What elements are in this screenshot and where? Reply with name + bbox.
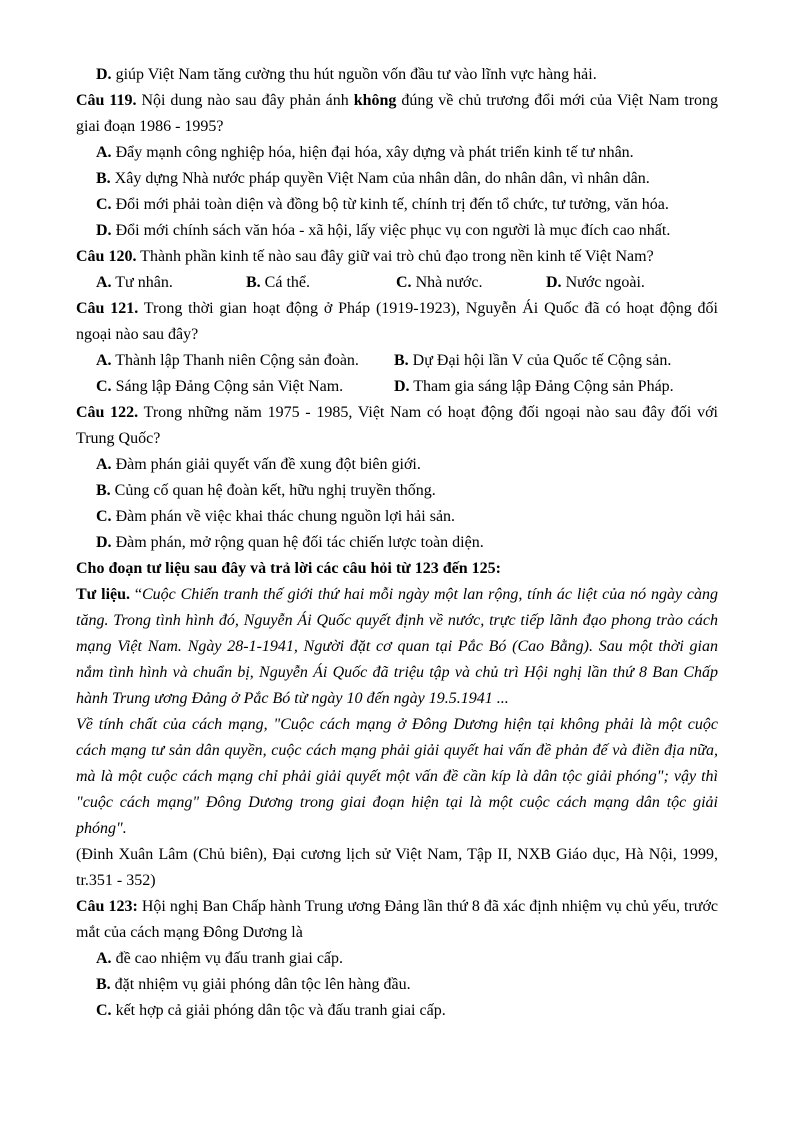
bold-text-run: D. [96,222,112,239]
bold-text-run: D. [394,378,410,395]
text-run: đúng về chủ trương đổi mới của Việt Nam trong giai đoạn 1986 - 1995? [76,92,719,135]
text-run: Đổi mới phải toàn diện và đồng bộ từ kinh tế, chính trị đến tổ chức, tư tưởng, văn hóa. [111,196,669,213]
text-run: Đàm phán, mở rộng quan hệ đối tác chiến lược toàn diện. [111,534,484,551]
text-run: Đàm phán giải quyết vấn đề xung đột biên giới. [111,456,421,473]
bold-text-run: Câu 121. [76,300,139,317]
text-run: Củng cố quan hệ đoàn kết, hữu nghị truyền thống. [110,482,436,499]
bold-text-run: D. [96,534,112,551]
answer-option-inline [394,348,671,374]
text-run: Dự Đại hội lần V của Quốc tế Cộng sản. [408,352,672,369]
bold-text-run: C. [96,196,112,213]
q120-options-row [76,270,718,296]
question-121 [76,296,718,348]
text-run: đặt nhiệm vụ giải phóng dân tộc lên hàng đầu. [110,976,411,993]
bold-text-run: C. [96,378,112,395]
italic-text-run: Cuộc Chiến tranh thế giới thứ hai mỗi ngày một lan rộng, tính ác liệt của nó ngày càng tăng. Trong tình hình đó, Nguyễn Ái Quốc quyết định về nước, trực tiếp lãnh đạo phong trào cách mạng Việt Nam. Ngày 28-1-1941, Người đặt cơ quan tại Pắc Bó (Cao Bằng). Sau một thời gian nắm tình hình và chuẩn bị, Nguyễn Ái Quốc đã triệu tập và chủ trì Hội nghị lần thứ 8 Ban Chấp hành Trung ương Đảng ở Pắc Bó từ ngày 10 đến ngày 19.5.1941 ... [76,586,718,707]
text-run: Đổi mới chính sách văn hóa - xã hội, lấy việc phục vụ con người là mục đích cao nhất. [111,222,671,239]
text-run: Nội dung nào sau đây phản ánh [136,92,354,109]
text-run: Sáng lập Đảng Cộng sản Việt Nam. [111,378,344,395]
text-run: giúp Việt Nam tăng cường thu hút nguồn vốn đầu tư vào lĩnh vực hàng hải. [111,66,597,83]
answer-option-inline [96,374,394,400]
bold-text-run: Câu 120. [76,248,137,265]
bold-text-run: A. [96,274,112,291]
text-run: Xây dựng Nhà nước pháp quyền Việt Nam của nhân dân, do nhân dân, vì nhân dân. [110,170,650,187]
text-run: kết hợp cả giải phóng dân tộc và đấu tranh giai cấp. [111,1002,446,1019]
text-run: Cá thể. [260,274,310,291]
bold-text-run: D. [546,274,562,291]
text-run: Đàm phán về việc khai thác chung nguồn lợi hải sản. [111,508,456,525]
answer-option-inline [246,270,396,296]
bold-text-run: Tư liệu. [76,586,135,603]
text-run: (Đinh Xuân Lâm (Chủ biên), Đại cương lịch sử Việt Nam, Tập II, NXB Giáo dục, Hà Nội, 1999, tr.351 - 352) [76,846,718,889]
text-run: đề cao nhiệm vụ đấu tranh giai cấp. [111,950,344,967]
q119-option-d [76,218,718,244]
question-119 [76,88,718,140]
q122-option-c [76,504,718,530]
text-run: Thành phần kinh tế nào sau đây giữ vai trò chủ đạo trong nền kinh tế Việt Nam? [136,248,654,265]
text-run: Tư nhân. [111,274,173,291]
answer-option-inline [546,270,645,296]
bold-text-run: B. [96,170,111,187]
bold-text-run: Câu 122. [76,404,139,421]
text-run: Nhà nước. [411,274,483,291]
text-run: “ [134,586,142,603]
text-run: Tham gia sáng lập Đảng Cộng sản Pháp. [409,378,674,395]
answer-option-inline [96,270,246,296]
q121-options-row-ab [76,348,718,374]
citation [76,842,718,894]
bold-text-run: B. [96,482,111,499]
q123-option-b [76,972,718,998]
bold-text-run: A. [96,352,112,369]
bold-text-run: B. [246,274,261,291]
instruction-heading [76,556,718,582]
source-passage-2 [76,712,718,842]
q121-options-row-cd [76,374,718,400]
bold-text-run: A. [96,144,112,161]
bold-text-run: không [353,92,397,109]
italic-text-run: Về tính chất của cách mạng, "Cuộc cách mạng ở Đông Dương hiện tại không phải là một cuộc cách mạng tư sản dân quyền, cuộc cách mạng phải giải quyết hai vấn đề phản đế và điền địa nữa, mà là một cuộc cách mạng chỉ phải giải quyết một vấn đề cần kíp là dân tộc giải phóng"; vậy thì "cuộc cách mạng" Đông Dương trong giai đoạn hiện tại là một cuộc cách mạng dân tộc giải phóng". [76,716,718,837]
answer-option-inline [394,374,674,400]
text-run: Đẩy mạnh công nghiệp hóa, hiện đại hóa, xây dựng và phát triển kinh tế tư nhân. [111,144,634,161]
text-run: Trong thời gian hoạt động ở Pháp (1919-1923), Nguyễn Ái Quốc đã có hoạt động đối ngoại nào sau đây? [76,300,719,343]
q119-option-b [76,166,718,192]
answer-option-inline [396,270,546,296]
bold-text-run: A. [96,456,112,473]
q119-option-c [76,192,718,218]
question-123 [76,894,718,946]
bold-text-run: C. [96,508,112,525]
q122-option-b [76,478,718,504]
prev-question-option-d [76,62,718,88]
bold-text-run: C. [396,274,412,291]
bold-text-run: B. [394,352,409,369]
source-passage-1 [76,582,718,712]
text-run: Thành lập Thanh niên Cộng sản đoàn. [111,352,359,369]
text-run: Hội nghị Ban Chấp hành Trung ương Đảng lần thứ 8 đã xác định nhiệm vụ chủ yếu, trước mắt của cách mạng Đông Dương là [76,898,719,941]
question-122 [76,400,718,452]
bold-text-run: C. [96,1002,112,1019]
answer-option-inline [96,348,394,374]
text-run: Trong những năm 1975 - 1985, Việt Nam có hoạt động đối ngoại nào sau đây đối với Trung Quốc? [76,404,719,447]
bold-text-run: A. [96,950,112,967]
text-run: Nước ngoài. [561,274,645,291]
q123-option-a [76,946,718,972]
q122-option-a [76,452,718,478]
q122-option-d [76,530,718,556]
bold-text-run: Cho đoạn tư liệu sau đây và trả lời các câu hỏi từ 123 đến 125: [76,560,501,577]
bold-text-run: Câu 123: [76,898,138,915]
bold-text-run: D. [96,66,112,83]
bold-text-run: B. [96,976,111,993]
q123-option-c [76,998,718,1024]
bold-text-run: Câu 119. [76,92,137,109]
question-120 [76,244,718,270]
q119-option-a [76,140,718,166]
